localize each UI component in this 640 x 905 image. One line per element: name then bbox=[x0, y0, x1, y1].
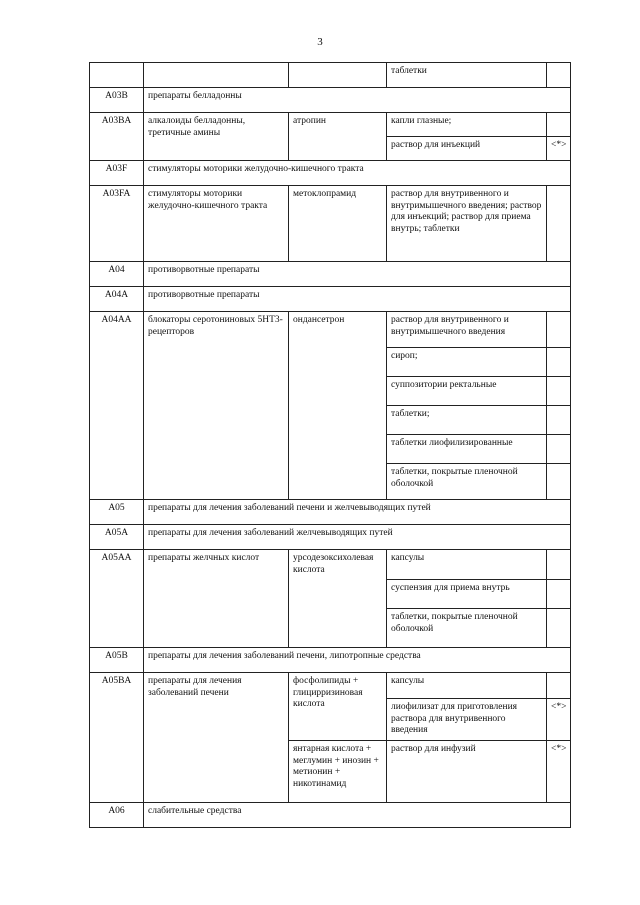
dosage-form: раствор для внутривенного и внутримышечного введения bbox=[387, 312, 547, 348]
note bbox=[547, 186, 571, 262]
dosage-form: таблетки лиофилизированные bbox=[387, 435, 547, 464]
inn-name: урсодезоксихолевая кислота bbox=[289, 550, 387, 648]
table-row bbox=[90, 525, 571, 550]
note bbox=[547, 377, 571, 406]
atc-code: A05B bbox=[90, 648, 144, 673]
table-row bbox=[90, 550, 571, 580]
atc-code bbox=[90, 63, 144, 88]
atc-group: препараты желчных кислот bbox=[144, 550, 289, 648]
note bbox=[547, 348, 571, 377]
note bbox=[547, 550, 571, 580]
atc-group-title: препараты для лечения заболеваний печени и желчевыводящих путей bbox=[144, 500, 571, 525]
inn-name: метоклопрамид bbox=[289, 186, 387, 262]
atc-group: препараты для лечения заболеваний печени bbox=[144, 673, 289, 803]
atc-group-title: противорвотные препараты bbox=[144, 287, 571, 312]
table-row bbox=[90, 312, 571, 348]
dosage-form: суппозитории ректальные bbox=[387, 377, 547, 406]
atc-code: A04 bbox=[90, 262, 144, 287]
atc-code: A03BA bbox=[90, 113, 144, 161]
note bbox=[547, 580, 571, 609]
note bbox=[547, 464, 571, 500]
atc-group-title: противорвотные препараты bbox=[144, 262, 571, 287]
atc-code: A05BA bbox=[90, 673, 144, 803]
atc-group: стимуляторы моторики желудочно-кишечного тракта bbox=[144, 186, 289, 262]
table-row bbox=[90, 648, 571, 673]
atc-code: A04A bbox=[90, 287, 144, 312]
dosage-form: таблетки, покрытые пленочной оболочкой bbox=[387, 609, 547, 648]
table-row bbox=[90, 88, 571, 113]
medication-table bbox=[89, 62, 571, 828]
inn-name: атропин bbox=[289, 113, 387, 161]
atc-code: A05 bbox=[90, 500, 144, 525]
dosage-form: раствор для внутривенного и внутримышечного введения; раствор для инъекций; раствор для приема внутрь; таблетки bbox=[387, 186, 547, 262]
atc-code: A06 bbox=[90, 803, 144, 828]
table-row bbox=[90, 287, 571, 312]
dosage-form: лиофилизат для приготовления раствора для внутривенного введения bbox=[387, 699, 547, 741]
inn-name bbox=[289, 63, 387, 88]
atc-code: A04AA bbox=[90, 312, 144, 500]
atc-group-title: препараты для лечения заболеваний желчевыводящих путей bbox=[144, 525, 571, 550]
atc-group-title: препараты для лечения заболеваний печени, липотропные средства bbox=[144, 648, 571, 673]
note bbox=[547, 673, 571, 699]
dosage-form: капли глазные; bbox=[387, 113, 547, 137]
table-row bbox=[90, 113, 571, 137]
table-row bbox=[90, 262, 571, 287]
table-row bbox=[90, 673, 571, 699]
atc-code: A03F bbox=[90, 161, 144, 186]
atc-code: A03FA bbox=[90, 186, 144, 262]
dosage-form: таблетки; bbox=[387, 406, 547, 435]
dosage-form: раствор для инъекций bbox=[387, 137, 547, 161]
dosage-form: суспензия для приема внутрь bbox=[387, 580, 547, 609]
atc-group bbox=[144, 63, 289, 88]
note: <*> bbox=[547, 699, 571, 741]
atc-code: A05AA bbox=[90, 550, 144, 648]
table-row bbox=[90, 63, 571, 88]
dosage-form: капсулы bbox=[387, 550, 547, 580]
table-row bbox=[90, 186, 571, 262]
note bbox=[547, 406, 571, 435]
atc-group-title: слабительные средства bbox=[144, 803, 571, 828]
atc-group: блокаторы серотониновых 5HT3-рецепторов bbox=[144, 312, 289, 500]
inn-name: янтарная кислота + меглумин + инозин + метионин + никотинамид bbox=[289, 741, 387, 803]
note: <*> bbox=[547, 137, 571, 161]
note bbox=[547, 435, 571, 464]
dosage-form: сироп; bbox=[387, 348, 547, 377]
atc-code: A03B bbox=[90, 88, 144, 113]
dosage-form: раствор для инфузий bbox=[387, 741, 547, 803]
atc-code: A05A bbox=[90, 525, 144, 550]
dosage-form: таблетки bbox=[387, 63, 547, 88]
dosage-form: капсулы bbox=[387, 673, 547, 699]
atc-group-title: стимуляторы моторики желудочно-кишечного тракта bbox=[144, 161, 571, 186]
note bbox=[547, 63, 571, 88]
table-row bbox=[90, 161, 571, 186]
note: <*> bbox=[547, 741, 571, 803]
atc-group-title: препараты белладонны bbox=[144, 88, 571, 113]
note bbox=[547, 312, 571, 348]
note bbox=[547, 113, 571, 137]
table-row bbox=[90, 500, 571, 525]
inn-name: ондансетрон bbox=[289, 312, 387, 500]
dosage-form: таблетки, покрытые пленочной оболочкой bbox=[387, 464, 547, 500]
table-row bbox=[90, 803, 571, 828]
atc-group: алкалоиды белладонны, третичные амины bbox=[144, 113, 289, 161]
page-number: 3 bbox=[317, 36, 323, 48]
note bbox=[547, 609, 571, 648]
inn-name: фосфолипиды + глицирризиновая кислота bbox=[289, 673, 387, 741]
